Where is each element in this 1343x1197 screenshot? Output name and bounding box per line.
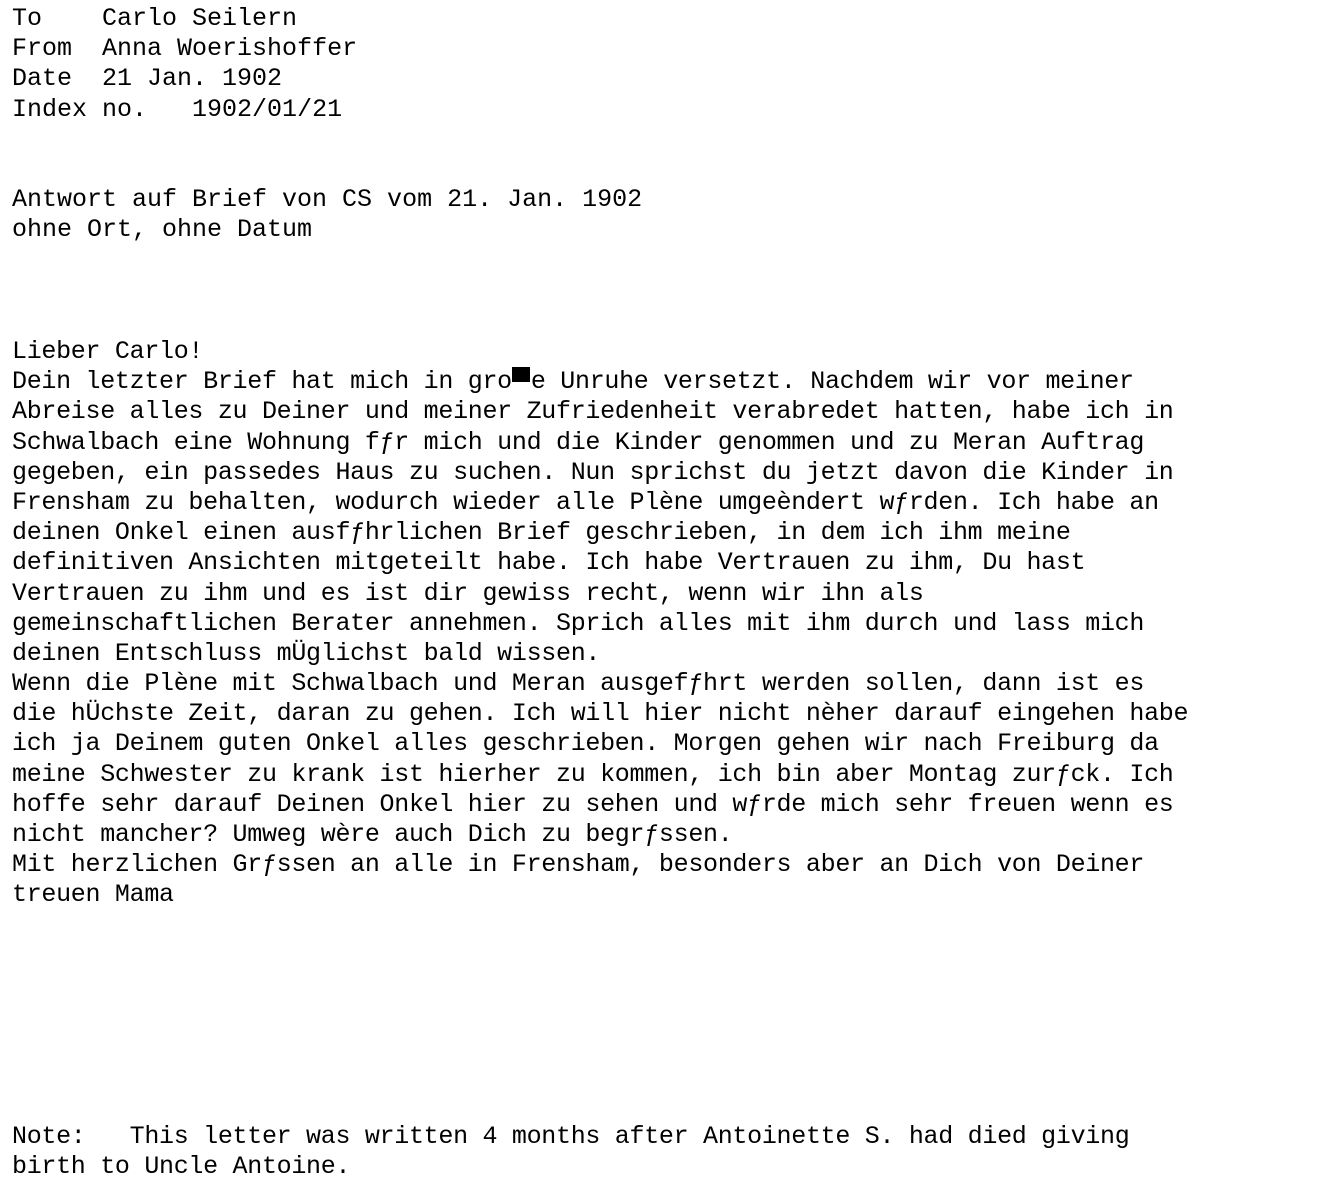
date-label: Date [12, 64, 73, 94]
letter-signature: treuen Mama [12, 880, 174, 910]
letter-line: gemeinschaftlichen Berater annehmen. Sprich alles mit ihm durch und lass mich [12, 608, 1145, 638]
reply-info-line: Antwort auf Brief von CS vom 21. Jan. 1902 [12, 185, 643, 214]
letter-body [12, 337, 1188, 911]
note-line: birth to Uncle Antoine. [12, 1152, 351, 1182]
to-label: To [12, 4, 43, 33]
note-label: Note: [12, 1122, 86, 1151]
to-value: Carlo Seilern [102, 4, 298, 33]
letter-line: Schwalbach eine Wohnung fƒr mich und die Kinder genommen und zu Meran Auftrag [12, 427, 1145, 457]
letter-line: Vertrauen zu ihm und es ist dir gewiss recht, wenn wir ihn als [12, 578, 924, 608]
letter-line: definitiven Ansichten mitgeteilt habe. Ich habe Vertrauen zu ihm, Du hast [12, 548, 1086, 578]
letter-line: deinen Entschluss mÜglichst bald wissen. [12, 638, 601, 668]
missing-glyph-icon [512, 367, 530, 382]
index-value: 1902/01/21 [192, 94, 343, 124]
letter-line-part: e Unruhe versetzt. Nachdem wir vor meiner [530, 367, 1134, 397]
letter-line: Abreise alles zu Deiner und meiner Zufriedenheit verabredet hatten, habe ich in [12, 397, 1174, 427]
date-value: 21 Jan. 1902 [102, 64, 283, 94]
reply-info-line: ohne Ort, ohne Datum [12, 215, 313, 245]
letter-line: Frensham zu behalten, wodurch wieder alle Plène umgeèndert wƒrden. Ich habe an [12, 487, 1159, 517]
letter-line: Wenn die Plène mit Schwalbach und Meran ausgefƒhrt werden sollen, dann ist es [12, 669, 1145, 699]
letter-line-part: Dein letzter Brief hat mich in gro [12, 367, 512, 397]
date-row [12, 64, 357, 94]
note-line [12, 1122, 1129, 1152]
letter-line [12, 367, 1188, 397]
note [12, 1122, 1129, 1182]
from-value: Anna Woerishoffer [102, 34, 358, 64]
from-label: From [12, 34, 73, 64]
note-text: This letter was written 4 months after Antoinette S. had died giving [129, 1122, 1130, 1151]
letter-header [12, 4, 357, 125]
from-row [12, 34, 357, 64]
letter-line: ich ja Deinem guten Onkel alles geschrieben. Morgen gehen wir nach Freiburg da [12, 729, 1159, 759]
letter-line: Mit herzlichen Grƒssen an alle in Frensham, besonders aber an Dich von Deiner [12, 850, 1145, 880]
letter-line: meine Schwester zu krank ist hierher zu kommen, ich bin aber Montag zurƒck. Ich [12, 759, 1174, 789]
salutation: Lieber Carlo! [12, 337, 204, 366]
reply-info [12, 185, 642, 245]
letter-line: gegeben, ein passedes Haus zu suchen. Nun sprichst du jetzt davon die Kinder in [12, 457, 1174, 487]
to-row [12, 4, 357, 34]
letter-line: nicht mancher? Umweg wère auch Dich zu begrƒssen. [12, 820, 733, 849]
index-label: Index no. [12, 94, 148, 124]
index-row [12, 95, 357, 125]
letter-line: deinen Onkel einen ausfƒhrlichen Brief geschrieben, in dem ich ihm meine [12, 518, 1071, 548]
letter-line: hoffe sehr darauf Deinen Onkel hier zu sehen und wƒrde mich sehr freuen wenn es [12, 789, 1174, 819]
letter-line: die hÜchste Zeit, daran zu gehen. Ich will hier nicht nèher darauf eingehen habe [12, 699, 1189, 729]
